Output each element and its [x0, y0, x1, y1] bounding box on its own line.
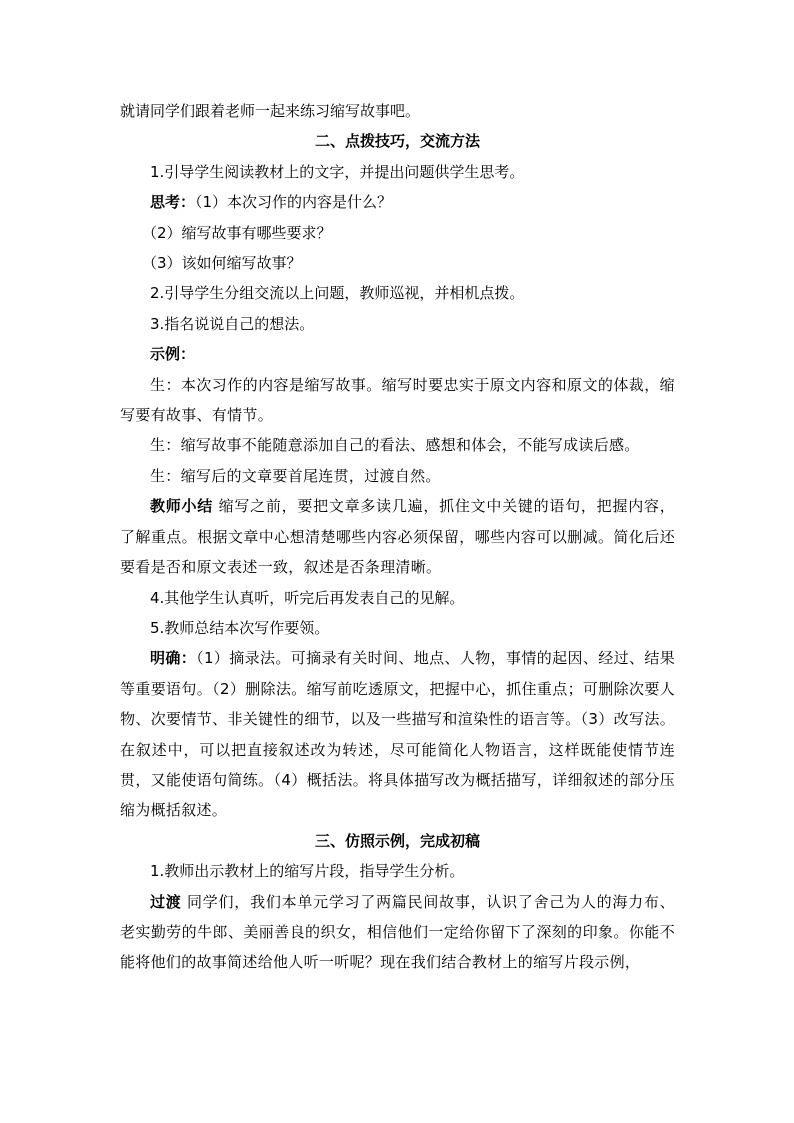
document-page	[120, 96, 675, 978]
teacher-summary-text: 缩写之前，要把文章多读几遍，抓住文中关键的语句，把握内容，了解重点。根据文章中心想清楚哪些内容必须保留，哪些内容可以删减。简化后还要看是否和原文表述一致，叙述是否条理清晰。	[120, 497, 676, 577]
think-q3-line: （3）该如何缩写故事？	[142, 254, 302, 273]
clear-paragraph	[120, 643, 675, 825]
teacher-summary-label: 教师小结	[150, 497, 214, 516]
intro-tail-line: 就请同学们跟着老师一起来练习缩写故事吧。	[120, 102, 421, 120]
transition-text: 同学们，我们本单元学习了两篇民间故事，认识了舍己为人的海力布、老实勤劳的牛郎、美丽善良的织女，相信他们一定给你留下了深刻的印象。你能不能将他们的故事简述给他人听一听呢？现在我们结合教材上的缩写片段示例，	[120, 892, 675, 972]
student-answer-2: 生：缩写故事不能随意添加自己的看法、感想和体会，不能写成读后感。	[150, 436, 640, 455]
step-1-line: 1.引导学生阅读教材上的文字，并提出问题供学生思考。	[150, 162, 525, 181]
student-answer-3: 生：缩写后的文章要首尾连贯，过渡自然。	[150, 466, 441, 485]
teacher-summary-paragraph	[120, 491, 675, 582]
think-q2-line: （2）缩写故事有哪些要求？	[142, 223, 332, 242]
step-5-line: 5.教师总结本次写作要领。	[150, 618, 330, 637]
step-3-line: 3.指名说说自己的想法。	[150, 314, 315, 333]
clear-text: （1）摘录法。可摘录有关时间、地点、人物，事情的起因、经过、结果等重要语句。（2）删除法。缩写前吃透原文，把握中心，抓住重点；可删除次要人物、次要情节、非关键性的细节，以及一些描写和渲染性的语言等。（3）改写法。在叙述中，可以把直接叙述改为转述，尽可能简化人物语言，这样既能使情节连贯，又能使语句简练。（4）概括法。将具体描写改为概括描写，详细叙述的部分压缩为概括叙述。	[120, 649, 675, 820]
section-heading-2: 二、点拨技巧，交流方法	[314, 132, 480, 151]
example-label: 示例：	[150, 345, 196, 364]
think-q1-text: （1）本次习作的内容是什么？	[195, 193, 393, 212]
think-q1-line	[120, 187, 675, 217]
section-heading-3: 三、仿照示例，完成初稿	[314, 831, 480, 850]
student-answer-1: 生：本次习作的内容是缩写故事。缩写时要忠实于原文内容和原文的体裁，缩写要有故事、有情节。	[120, 375, 675, 425]
transition-label: 过渡	[150, 892, 182, 911]
step-6-line: 1.教师出示教材上的缩写片段，指导学生分析。	[150, 862, 465, 881]
transition-paragraph	[120, 887, 675, 978]
clear-label: 明确：	[150, 649, 197, 668]
step-4-line: 4.其他学生认真听，听完后再发表自己的见解。	[150, 588, 465, 607]
step-2-line: 2.引导学生分组交流以上问题，教师巡视，并相机点拨。	[150, 284, 525, 303]
think-label: 思考：	[150, 193, 196, 212]
